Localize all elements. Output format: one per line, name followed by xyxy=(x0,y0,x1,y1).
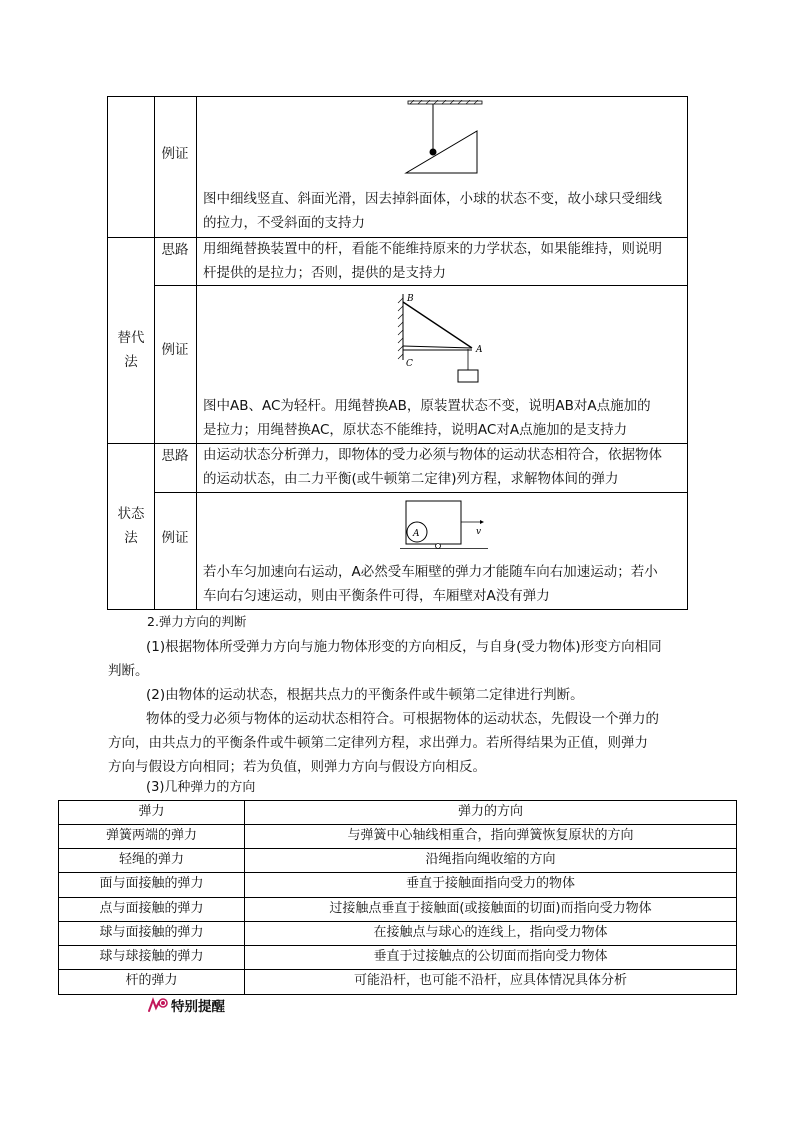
cell-force: 点与面接触的弹力 xyxy=(99,901,204,916)
header-direction: 弹力的方向 xyxy=(457,804,523,819)
reminder-label: 特别提醒 xyxy=(171,999,225,1015)
paragraph-1: (1)根据物体所受弹力方向与施力物体形变的方向相反，与自身(受力物体)形变方向相同 判断。 xyxy=(108,639,662,679)
ball-label: A xyxy=(413,529,420,539)
cell-force: 轻绳的弹力 xyxy=(118,852,184,867)
label-b: B xyxy=(407,294,414,304)
header-force: 弹力 xyxy=(138,804,165,819)
idea-label: 思路 xyxy=(161,242,189,258)
label-a: A xyxy=(476,345,483,355)
cell-direction: 在接触点与球心的连线上，指向受力物体 xyxy=(373,925,608,940)
example-label: 例证 xyxy=(161,530,189,546)
substitution-example-text: 图中AB、AC为轻杆。用绳替换AB，原装置状态不变，说明AB对A点施加的 是拉力；用绳替换AC，原状态不能维持，说明AC对A点施加的是支持力 xyxy=(203,398,651,438)
cell-direction: 垂直于接触面指向受力的物体 xyxy=(405,876,575,891)
cell-force: 面与面接触的弹力 xyxy=(99,876,204,891)
idea-label: 思路 xyxy=(161,448,189,464)
example1-text: 图中细线竖直、斜面光滑，因去掉斜面体，小球的状态不变，故小球只受细线 的拉力，不受斜面的支持力 xyxy=(203,191,662,231)
example-label: 例证 xyxy=(161,146,189,162)
paragraph-4: (3)几种弹力的方向 xyxy=(146,780,256,795)
cell-direction: 过接触点垂直于接触面(或接触面的切面)而指向受力物体 xyxy=(329,901,652,916)
cell-force: 弹簧两端的弹力 xyxy=(105,828,197,843)
method-substitution: 替代法 xyxy=(117,330,145,370)
special-reminder xyxy=(147,994,225,1016)
state-idea-text: 由运动状态分析弹力，即物体的受力必须与物体的运动状态相符合，依据物体 的运动状态，由二力平衡(或牛顿第二定律)列方程，求解物体间的弹力 xyxy=(203,447,662,487)
cell-force: 球与球接触的弹力 xyxy=(99,949,204,964)
reminder-icon xyxy=(147,996,169,1014)
velocity-label: v xyxy=(476,527,482,537)
incline-figure xyxy=(400,100,490,178)
rod-bracket-figure xyxy=(392,290,492,388)
state-example-text: 若小车匀加速向右运动，A必然受车厢壁的弹力才能随车向右加速运动；若小 车向右匀速运动，则由平衡条件可得，车厢壁对A没有弹力 xyxy=(203,564,658,604)
cart-figure xyxy=(400,496,500,556)
cell-direction: 垂直于过接触点的公切面而指向受力物体 xyxy=(373,949,608,964)
method-state: 状态法 xyxy=(117,506,145,546)
cell-direction: 可能沿杆，也可能不沿杆，应具体情况具体分析 xyxy=(353,973,627,988)
cell-force: 杆的弹力 xyxy=(125,973,178,988)
substitution-idea-text: 用细绳替换装置中的杆，看能不能维持原来的力学状态，如果能维持，则说明 杆提供的是拉力；否则，提供的是支持力 xyxy=(203,241,662,281)
cell-direction: 与弹簧中心轴线相重合，指向弹簧恢复原状的方向 xyxy=(347,828,634,843)
label-c: C xyxy=(406,359,413,369)
cell-force: 球与面接触的弹力 xyxy=(99,925,204,940)
paragraph-3: 物体的受力必须与物体的运动状态相符合。可根据物体的运动状态，先假设一个弹力的 方向，由共点力的平衡条件或牛顿第二定律列方程，求出弹力。若所得结果为正值，则弹力 方向与假设方向相同；若为负值，则弹力方向与假设方向相反。 xyxy=(108,711,659,775)
paragraph-2: (2)由物体的运动状态，根据共点力的平衡条件或牛顿第二定律进行判断。 xyxy=(146,687,584,703)
section-title: 2.弹力方向的判断 xyxy=(147,614,247,629)
example-label: 例证 xyxy=(161,342,189,358)
cell-direction: 沿绳指向绳收缩的方向 xyxy=(425,852,556,867)
